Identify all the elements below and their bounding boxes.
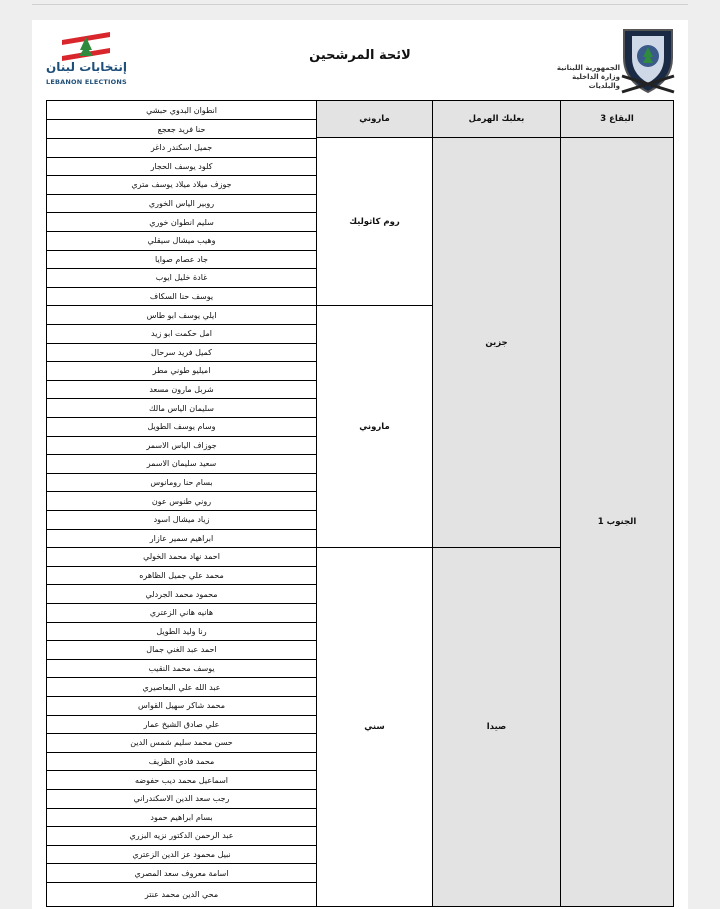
names-column: [46, 100, 317, 907]
sect-cell: روم كاثوليك: [317, 137, 433, 306]
page-title: لائحة المرشحين: [309, 48, 411, 63]
table-row: محمد شاكر سهيل القواس: [47, 697, 316, 716]
table-row: محي الدين محمد عنتر: [144, 890, 219, 899]
table-row: سليمان الياس مالك: [47, 399, 316, 418]
table-row: شربل مارون مسعد: [47, 381, 316, 400]
table-row: محمود محمد الجردلي: [47, 585, 316, 604]
table-row: نبيل محمود عز الدين الزعتري: [47, 846, 316, 865]
table-row: زياد ميشال اسود: [47, 511, 316, 530]
table-row: بسام ابراهيم حمود: [47, 809, 316, 828]
table-row: بسام حنا رومانوس: [47, 474, 316, 493]
table-row: جوزاف الياس الاسمر: [47, 437, 316, 456]
table-row: عبد الله علي البعاصيري: [47, 678, 316, 697]
table-row: كلود يوسف الحجار: [47, 158, 316, 177]
table-row: جاد عصام صوايا: [47, 251, 316, 270]
logo-english-text: LEBANON ELECTIONS: [46, 78, 127, 86]
sect-cell: سني: [317, 547, 433, 907]
table-row: يوسف محمد النقيب: [47, 660, 316, 679]
table-row: ابراهيم سمير عازار: [47, 530, 316, 549]
sect-cell: ماروني: [317, 100, 433, 138]
sect-cell: ماروني: [317, 305, 433, 548]
table-row: رنا وليد الطويل: [47, 623, 316, 642]
ministry-name: [556, 64, 620, 91]
table-row: سعيد سليمان الاسمر: [47, 455, 316, 474]
page-top-edge: [32, 4, 688, 5]
ministry-line-2: وزارة الداخلية: [572, 73, 620, 81]
table-row: رجب سعد الدين الاسكندراني: [47, 790, 316, 809]
viewer-top-bar: [0, 0, 720, 20]
ministry-line-1: الجمهورية اللبنانية: [556, 64, 620, 72]
table-row: اميليو طوني مطر: [47, 362, 316, 381]
table-row: وسام يوسف الطويل: [47, 418, 316, 437]
table-row: يوسف حنا السكاف: [47, 288, 316, 307]
table-row: امل حكمت ابو زيد: [47, 325, 316, 344]
table-row: جميل اسكندر داغر: [47, 139, 316, 158]
district-cell: جزين: [433, 137, 561, 548]
table-row: وهيب ميشال سيقلي: [47, 232, 316, 251]
table-row: حسن محمد سليم شمس الدين: [47, 734, 316, 753]
table-row: علي صادق الشيخ عمار: [47, 716, 316, 735]
table-row: احمد عبد الغني جمال: [47, 641, 316, 660]
ministry-line-3: والبلديات: [588, 82, 620, 90]
district-cell: صيدا: [433, 547, 561, 907]
table-row: روبير الياس الخوري: [47, 195, 316, 214]
table-row: محمد فادي الظريف: [47, 753, 316, 772]
table-row: عبد الرحمن الدكتور نزيه البزري: [47, 827, 316, 846]
table-row: غادة خليل ايوب: [47, 269, 316, 288]
table-row: جوزف ميلاد ميلاد يوسف متري: [47, 176, 316, 195]
table-row: حنا فريد جعجع: [47, 120, 316, 139]
table-row: انطوان البدوي حبشي: [47, 101, 316, 120]
table-row: محمد علي جميل الظاهره: [47, 567, 316, 586]
table-row: روني طنوس عون: [47, 492, 316, 511]
region-cell: الجنوب 1: [561, 137, 674, 907]
region-cell: البقاع 3: [561, 100, 674, 138]
logo-arabic-text: إنتخابات لبنان: [46, 60, 127, 74]
table-row: احمد نهاد محمد الخولي: [47, 548, 316, 567]
table-row: هانيه هاني الزعتري: [47, 604, 316, 623]
table-row: كميل فريد سرحال: [47, 344, 316, 363]
table-row: سليم انطوان خوري: [47, 213, 316, 232]
table-row: اسماعيل محمد ديب حفوضه: [47, 771, 316, 790]
table-row: اسامة معروف سعد المصري: [47, 864, 316, 883]
district-cell: بعلبك الهرمل: [433, 100, 561, 138]
candidates-table: [46, 100, 674, 907]
table-row: ايلي يوسف ابو طاس: [47, 306, 316, 325]
